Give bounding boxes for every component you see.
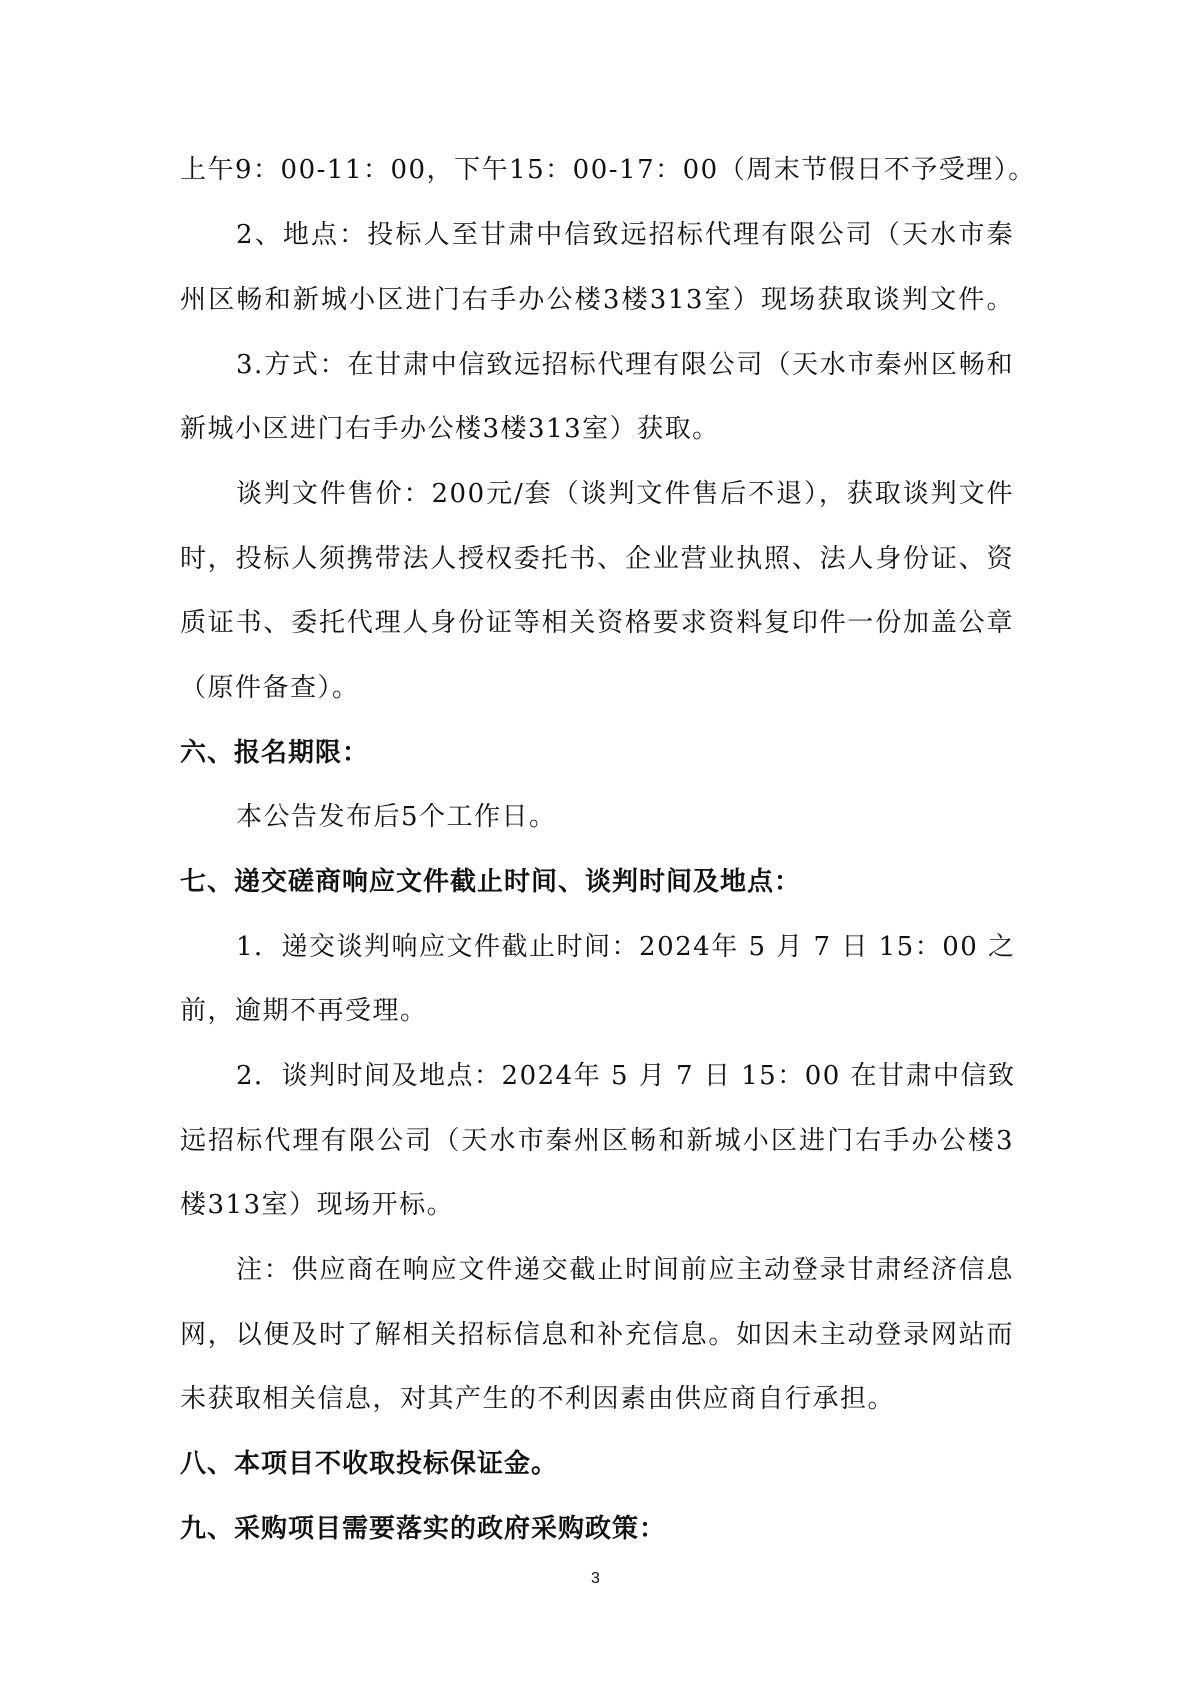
paragraph-line: 本公告发布后5个工作日。: [236, 802, 557, 832]
paragraph-line: （原件备查）。: [180, 673, 360, 703]
paragraph-line: 时，投标人须携带法人授权委托书、企业营业执照、法人身份证、资: [180, 544, 1014, 574]
paragraph-line: 1．递交谈判响应文件截止时间：2024年 5 月 7 日 15：00 之: [236, 932, 1016, 962]
paragraph-line: 前，逾期不再受理。: [180, 996, 428, 1026]
section-heading: 七、递交磋商响应文件截止时间、谈判时间及地点：: [180, 867, 802, 897]
paragraph-line: 注：供应商在响应文件递交截止时间前应主动登录甘肃经济信息: [236, 1255, 1014, 1285]
section-heading: 八、本项目不收取投标保证金。: [180, 1449, 559, 1479]
paragraph-line: 新城小区进门右手办公楼3楼313室）获取。: [180, 414, 720, 444]
page-number: 3: [591, 1570, 600, 1587]
paragraph-line: 网，以便及时了解相关招标信息和补充信息。如因未主动登录网站而: [180, 1320, 1014, 1350]
paragraph-line: 2、地点：投标人至甘肃中信致远招标代理有限公司（天水市秦: [236, 220, 1014, 250]
paragraph-line: 2．谈判时间及地点：2024年 5 月 7 日 15：00 在甘肃中信致: [236, 1061, 1016, 1091]
paragraph-line: 上午9：00-11：00，下午15：00-17：00（周末节假日不予受理）。: [180, 155, 1036, 185]
section-heading: 九、采购项目需要落实的政府采购政策：: [180, 1514, 667, 1544]
paragraph-line: 未获取相关信息，对其产生的不利因素由供应商自行承担。: [180, 1384, 896, 1414]
paragraph-line: 3.方式：在甘肃中信致远招标代理有限公司（天水市秦州区畅和: [236, 350, 1014, 380]
section-heading: 六、报名期限：: [180, 738, 370, 768]
paragraph-line: 远招标代理有限公司（天水市秦州区畅和新城小区进门右手办公楼3: [180, 1126, 1014, 1156]
paragraph-line: 质证书、委托代理人身份证等相关资格要求资料复印件一份加盖公章: [180, 608, 1014, 638]
paragraph-line: 谈判文件售价：200元/套（谈判文件售后不退），获取谈判文件: [236, 479, 1014, 509]
paragraph-line: 楼313室）现场开标。: [180, 1190, 455, 1220]
paragraph-line: 州区畅和新城小区进门右手办公楼3楼313室）现场获取谈判文件。: [180, 285, 1014, 315]
